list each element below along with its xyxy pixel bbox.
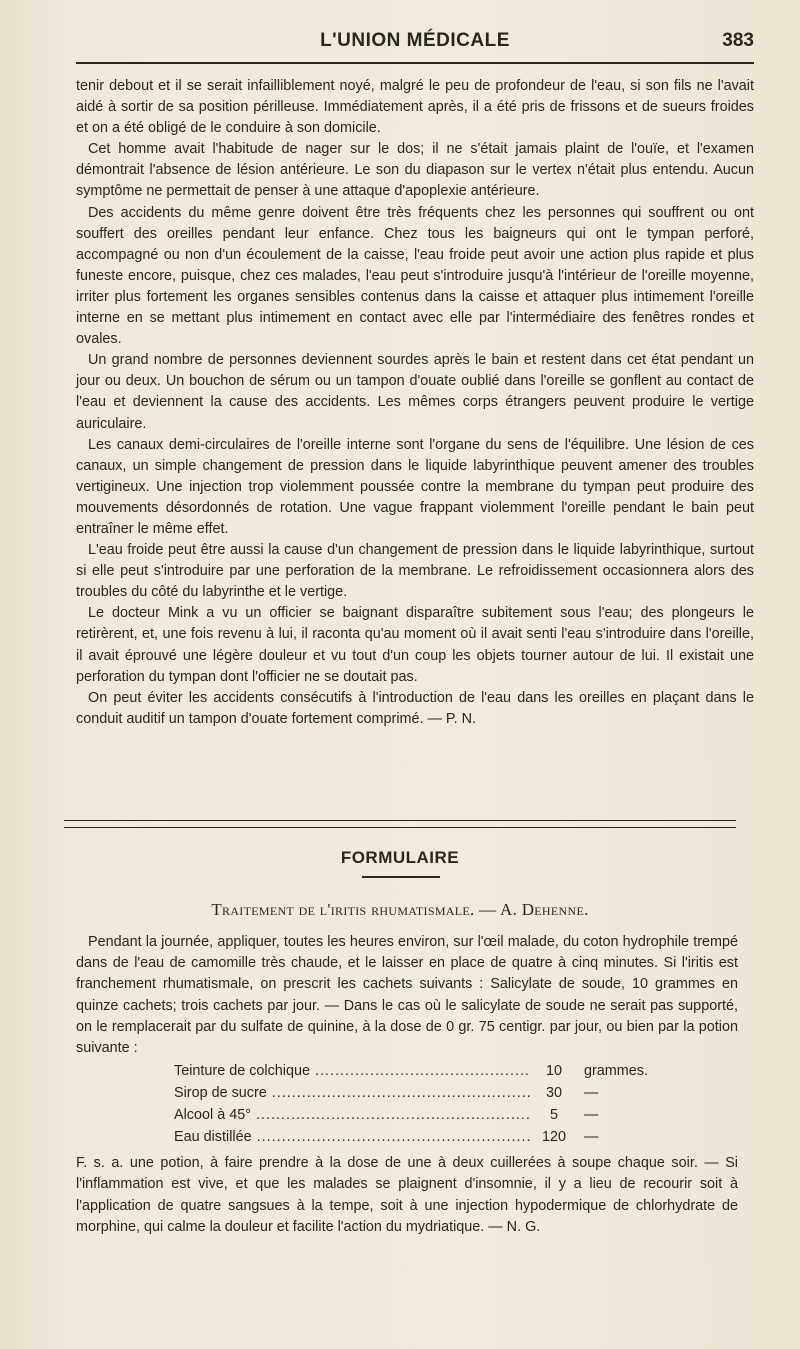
recipe-unit: —	[584, 1107, 599, 1124]
recipe-amount: 120	[541, 1129, 566, 1146]
recipe-ingredient: Sirop de sucre .....	[174, 1083, 530, 1104]
recipe-unit: grammes.	[584, 1063, 648, 1080]
recipe-row	[174, 1083, 694, 1105]
recipe-unit: —	[584, 1085, 599, 1102]
article-outro: F. s. a. une potion, à faire prendre à la dose de une à deux cuillerées à soupe chaque soir. — Si l'inflammation est vive, et que les malades se plaignent d'insomnie, il y a lieu de recourir soit à l'application de quatre sangsues à la tempe, soit à une injection hypodermique de chlorhydrate de morphine, qui calme la douleur et facilite l'action du mydriatique. — N. G.	[76, 1155, 738, 1235]
page-number: 383	[722, 30, 754, 51]
article-continuation	[76, 76, 754, 730]
article-body	[76, 932, 738, 1238]
recipe-amount: 10	[545, 1063, 562, 1080]
page-header	[76, 26, 754, 56]
paragraph: Des accidents du même genre doivent être très fréquents chez les personnes qui souffrent ou ont souffert des oreilles pendant leur enfance. Chez tous les baigneurs qui ont le tympan perforé, accompagné ou non d'un écoulement de la caisse, l'eau froide peut avoir une action plus rapide et plus funeste encore, puisque, chez ces malades, l'eau peut s'introduire jusqu'à l'intérieur de l'oreille moyenne, irriter plus fortement les organes sensibles contenus dans la caisse et attaquer plus intimement l'oreille interne en se mettant plus intimement en contact avec elle par l'intermédiaire des fenêtres rondes et ovales.	[76, 204, 754, 348]
paragraph: L'eau froide peut être aussi la cause d'un changement de pression dans le liquide labyrinthique, surtout si elle peut s'introduire par une perforation de la membrane. Le refroidissement occasionnera alors des troubles du côté du labyrinthe et le vertige.	[76, 542, 754, 601]
paragraph: Les canaux demi-circulaires de l'oreille interne sont l'organe du sens de l'équilibre. Une lésion de ces canaux, un simple changement de pression dans le liquide labyrinthique peuvent amener des troubles vertigineux. Une injection trop violemment poussée contre la membrane du tympan peut produire des mouvements désordonnés de rotation. Une vague frappant violemment l'oreille pendant le bain peut entraîner le même effet.	[76, 436, 754, 537]
paragraph: Le docteur Mink a vu un officier se baignant disparaître subitement sous l'eau; des plongeurs le retirèrent, et, une fois revenu à lui, il raconta qu'au moment où il avait senti l'eau s'introduire dans l'oreille, il avait éprouvé une légère douleur et vu tout d'un coup les objets tourner autour de lui. Il existait une perforation du tympan dont l'officier ne se doutait pas.	[76, 605, 754, 685]
paragraph: Cet homme avait l'habitude de nager sur le dos; il ne s'était jamais plaint de l'ouïe, et l'examen démontrait l'absence de lésion antérieure. Le son du diapason sur le vertex n'était plus entendu. Aucun symptôme ne permettait de penser à une attaque d'apoplexie antérieure.	[76, 141, 754, 200]
section-title: FORMULAIRE	[340, 848, 460, 867]
section-divider	[64, 820, 736, 828]
recipe-ingredient: Eau distillée .....	[174, 1127, 530, 1148]
recipe-list	[174, 1061, 694, 1149]
recipe-unit: —	[584, 1129, 599, 1146]
recipe-row	[174, 1061, 694, 1083]
paragraph: tenir debout et il se serait infailliblement noyé, malgré le peu de profondeur de l'eau, si son fils ne l'avait aidé à sortir de sa position périlleuse. Immédiatement après, il a été pris de frissons et de sueurs froides et on a été obligé de le conduire à son domicile.	[76, 78, 754, 137]
recipe-amount: 5	[549, 1107, 558, 1124]
recipe-ingredient: Alcool à 45° .....	[174, 1105, 530, 1126]
recipe-ingredient: Teinture de colchique .....	[174, 1061, 530, 1082]
header-rule	[76, 62, 754, 64]
article-title: Traitement de l'iritis rhumatismale. — A. Dehenne.	[211, 900, 589, 919]
paragraph: On peut éviter les accidents consécutifs à l'introduction de l'eau dans les oreilles en plaçant dans le conduit auditif un tampon d'ouate fortement comprimé. — P. N.	[76, 689, 754, 727]
paragraph: Un grand nombre de personnes deviennent sourdes après le bain et restent dans cet état pendant un jour ou deux. Un bouchon de sérum ou un tampon d'ouate oublié dans l'oreille se gonflent au contact de l'eau et deviennent la cause des accidents. Les mêmes corps étrangers peuvent produire le vertige auriculaire.	[76, 352, 754, 432]
section-title-rule	[362, 876, 440, 878]
recipe-amount: 30	[545, 1085, 562, 1102]
running-title: L'UNION MÉDICALE	[320, 30, 510, 51]
article-intro: Pendant la journée, appliquer, toutes les heures environ, sur l'œil malade, du coton hydrophile trempé dans de l'eau de camomille très chaude, et le laisser en place de quatre à cinq minutes. Si l'iritis est franchement rhumatismale, on prescrit les cachets suivants : Salicylate de soude, 10 grammes en quinze cachets; trois cachets par jour. — Dans le cas où le salicylate de soude ne serait pas supporté, on le remplacerait par du sulfate de quinine, à la dose de 0 gr. 75 centigr. par jour, ou bien par la potion suivante :	[76, 934, 738, 1057]
recipe-row	[174, 1105, 694, 1127]
recipe-row	[174, 1127, 694, 1149]
